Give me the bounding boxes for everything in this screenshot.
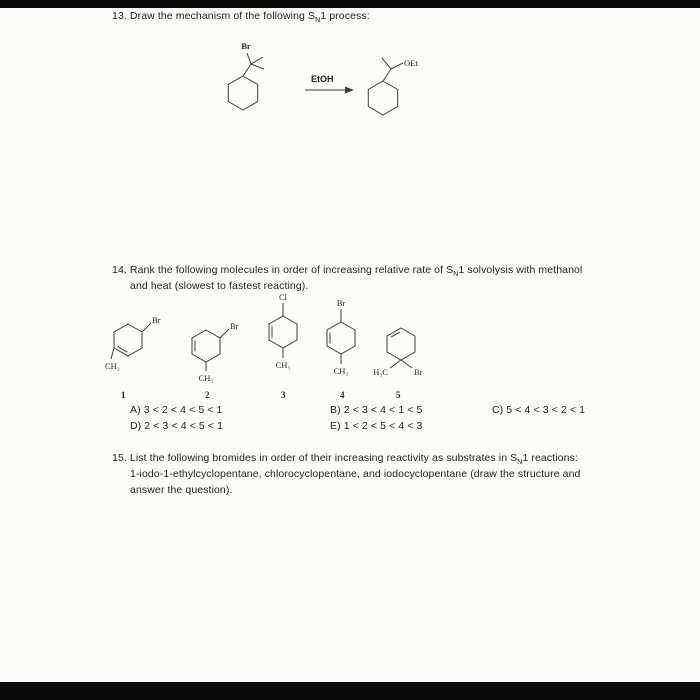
- question-15-text-post: 1 reactions:: [522, 452, 578, 464]
- molecule-structure-5: [374, 308, 430, 386]
- question-15-text-line1: [112, 452, 578, 466]
- question-14-text-line2: and heat (slowest to fastest reacting).: [130, 280, 309, 292]
- choice-a: A) 3 < 2 < 4 < 5 < 1: [130, 404, 223, 416]
- choice-d: D) 2 < 3 < 4 < 5 < 1: [130, 420, 224, 432]
- molecule-4-halide-label: Br: [336, 298, 346, 308]
- molecule-5-group-label: H₃C: [373, 367, 388, 377]
- question-14-text-line1: [112, 264, 582, 278]
- question-15-text-line2: 1-iodo-1-ethylcyclopentane, chlorocyclopentane, and iodocyclopentane (draw the structure and: [130, 468, 581, 480]
- q13-product-group-label: OEt: [404, 58, 418, 68]
- question-13-subscript: N: [315, 17, 321, 25]
- molecule-structure-4: [316, 296, 366, 388]
- molecule-structure-3: [258, 290, 308, 382]
- question-13-text: [112, 10, 370, 24]
- question-15-text-pre: 15. List the following bromides in order of their increasing reactivity as substrates in S: [112, 452, 518, 464]
- q13-reagent-label: EtOH: [311, 74, 334, 84]
- q13-reactant-halide-label: Br: [241, 41, 251, 51]
- molecule-number-4: 4: [340, 390, 345, 400]
- question-14-text-pre: 14. Rank the following molecules in order of increasing relative rate of S: [112, 264, 454, 276]
- question-15-text-line3: answer the question).: [130, 484, 233, 496]
- molecule-1-halide-label: Br: [152, 315, 161, 325]
- question-13-text-post: 1 process:: [320, 10, 370, 22]
- question-14-subscript: N: [453, 271, 459, 279]
- q13-reaction-scheme: [205, 30, 455, 130]
- molecule-3-group-label: CH₃: [275, 360, 291, 370]
- question-14-text-post: 1 solvolysis with methanol: [458, 264, 583, 276]
- q13-reaction-arrow: [305, 74, 354, 94]
- question-15-subscript: N: [517, 459, 523, 467]
- molecule-number-5: 5: [396, 390, 401, 400]
- molecule-3-halide-label: Cl: [278, 292, 288, 302]
- choice-b: B) 2 < 3 < 4 < 1 < 5: [330, 404, 423, 416]
- molecule-number-3: 3: [281, 390, 286, 400]
- molecule-2-halide-label: Br: [230, 321, 239, 331]
- molecule-number-2: 2: [205, 390, 210, 400]
- molecule-2-group-label: CH₃: [198, 373, 214, 383]
- molecule-number-1: 1: [121, 390, 126, 400]
- q13-product-structure: [368, 58, 418, 115]
- molecule-5-halide-label: Br: [414, 367, 423, 377]
- molecule-structure-1: [104, 302, 164, 382]
- molecule-4-group-label: CH₃: [333, 366, 349, 376]
- molecule-1-group-label: CH₃: [105, 361, 120, 371]
- molecule-structure-2: [182, 308, 242, 390]
- q13-reactant-structure: [228, 41, 264, 110]
- choice-e: E) 1 < 2 < 5 < 4 < 3: [330, 420, 423, 432]
- choice-c: C) 5 < 4 < 3 < 2 < 1: [492, 404, 586, 416]
- question-13-text-pre: 13. Draw the mechanism of the following S: [112, 10, 316, 22]
